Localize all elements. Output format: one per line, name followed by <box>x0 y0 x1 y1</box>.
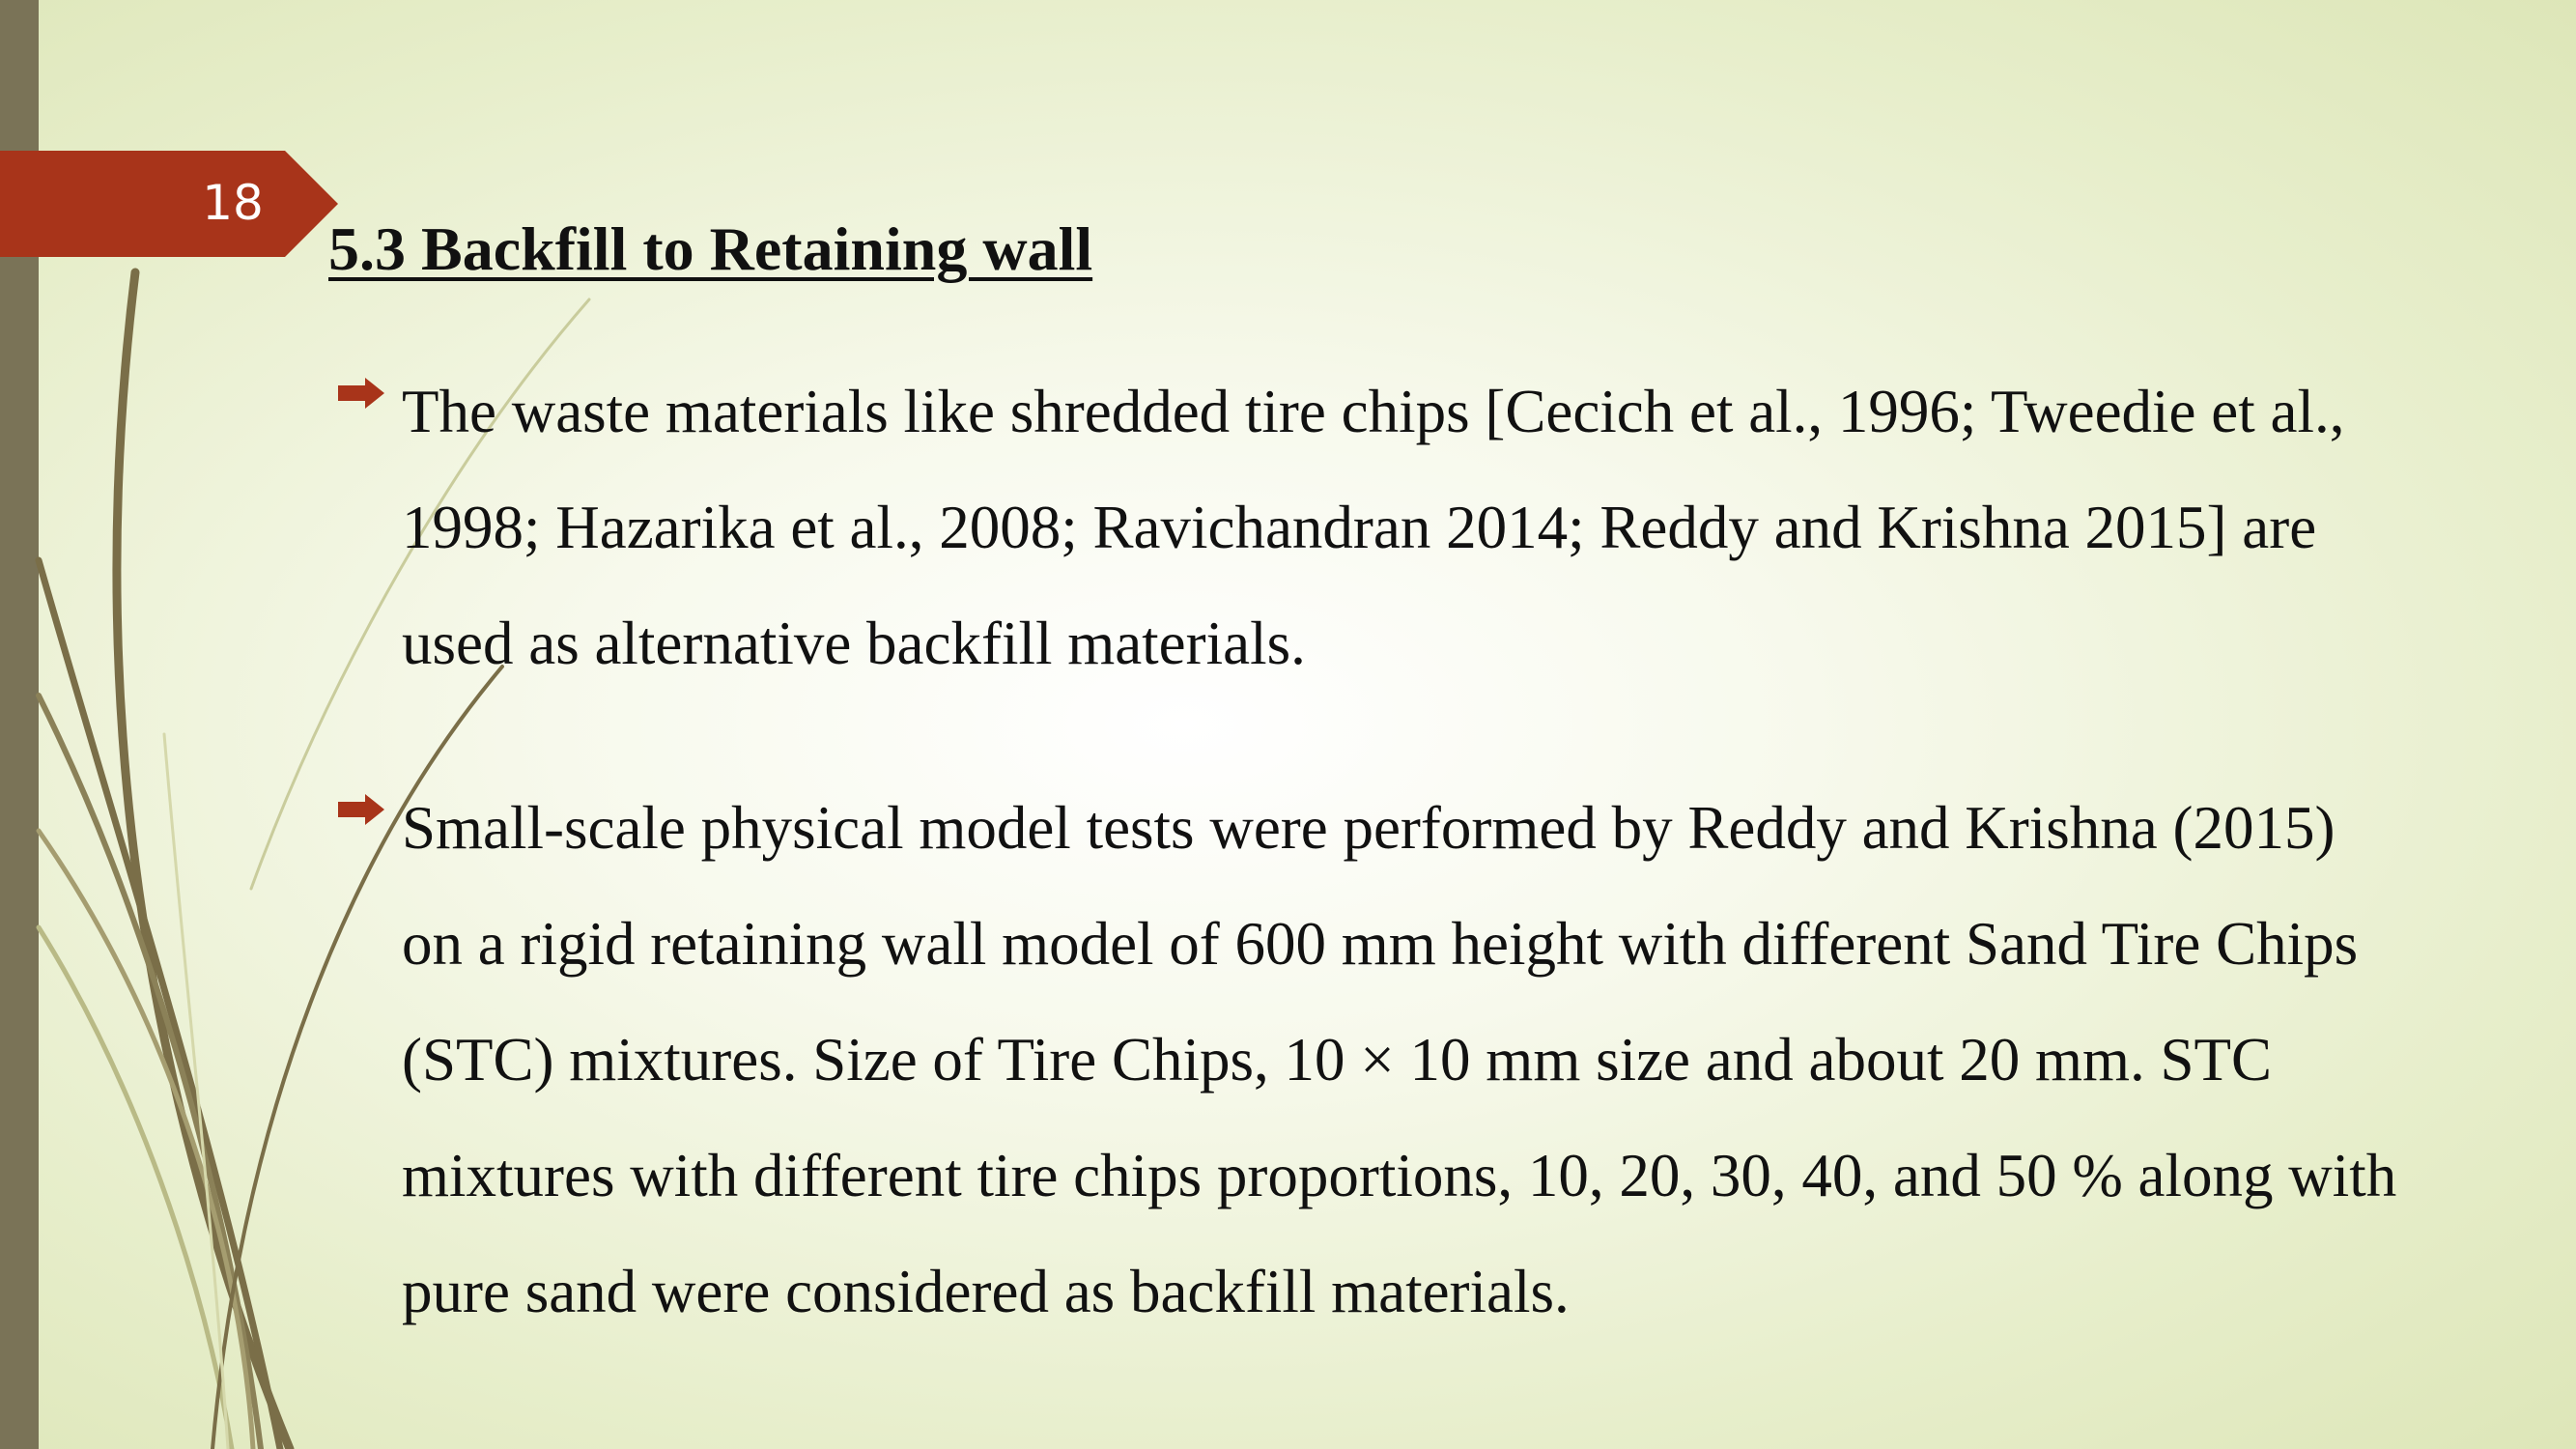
bullet-1-line-2: 1998; Hazarika et al., 2008; Ravichandran 2014; Reddy and Krishna 2015] are <box>402 494 2317 561</box>
bullet-item-2 <box>328 770 2531 1350</box>
slide-title: 5.3 Backfill to Retaining wall <box>328 214 1093 283</box>
slide-number: 18 <box>202 175 264 231</box>
bullet-text-1 <box>402 354 2531 701</box>
bullet-2-line-3: (STC) mixtures. Size of Tire Chips, 10 × 10 mm size and about 20 mm. STC <box>402 1026 2272 1094</box>
bullet-2-line-4: mixtures with different tire chips proportions, 10, 20, 30, 40, and 50 % along with <box>402 1142 2397 1209</box>
arrow-right-icon <box>336 377 386 410</box>
slide-number-tab <box>0 151 338 257</box>
bullet-item-1 <box>328 354 2531 701</box>
bullet-2-line-2: on a rigid retaining wall model of 600 mm height with different Sand Tire Chips <box>402 910 2359 978</box>
bullet-1-line-3: used as alternative backfill materials. <box>402 610 1306 677</box>
bullet-text-2 <box>402 770 2531 1350</box>
arrow-right-icon <box>336 793 386 826</box>
bullet-1-line-1: The waste materials like shredded tire chips [Cecich et al., 1996; Tweedie et al., <box>402 378 2345 445</box>
bullet-2-line-1: Small-scale physical model tests were performed by Reddy and Krishna (2015) <box>402 794 2335 862</box>
bullet-2-line-5: pure sand were considered as backfill materials. <box>402 1258 1570 1325</box>
